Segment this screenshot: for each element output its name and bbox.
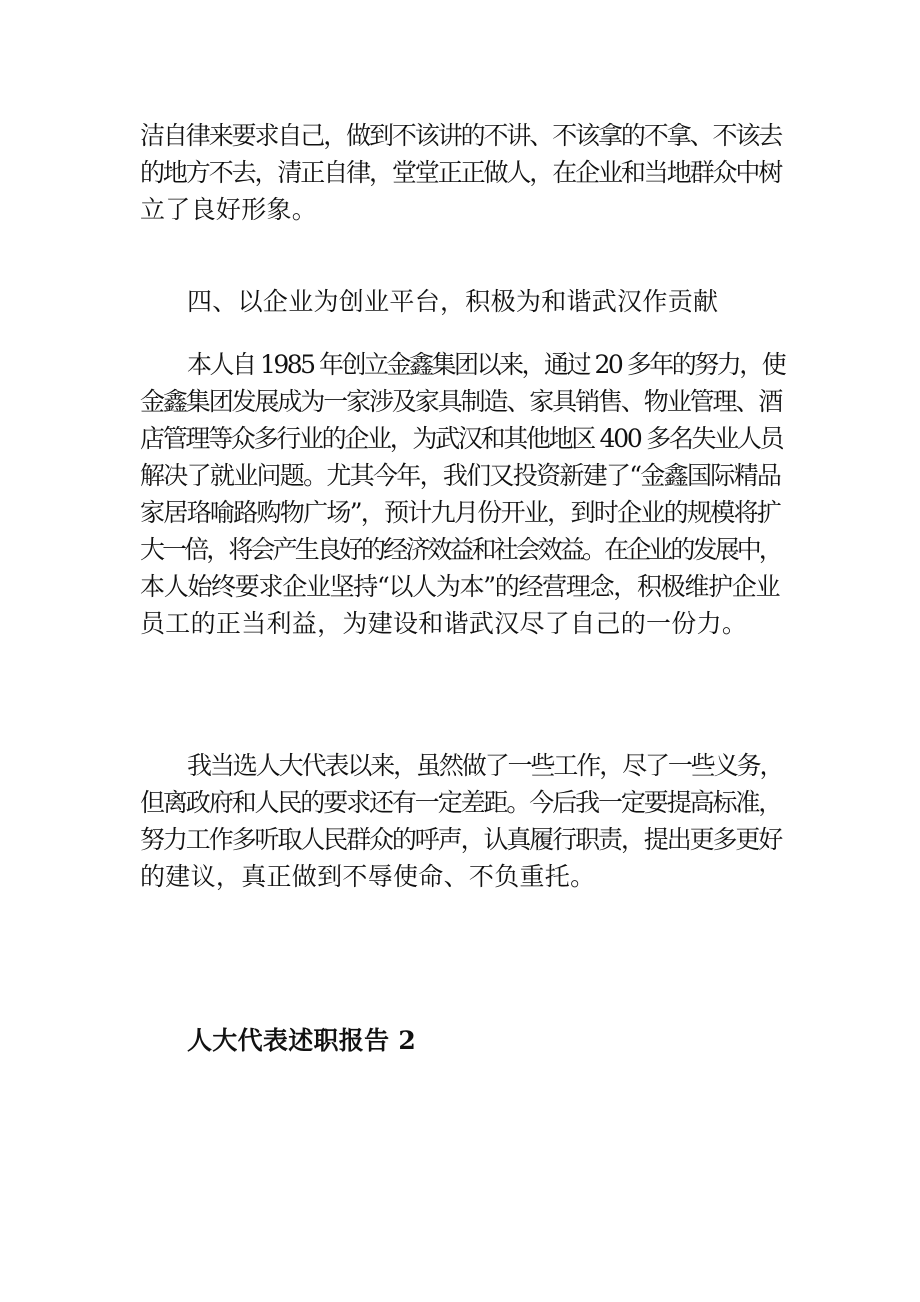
text-line: 但离政府和人民的要求还有一定差距。今后我一定要提高标准，	[140, 788, 782, 817]
text-line: 立了良好形象。	[140, 195, 318, 224]
text-line: 金鑫集团发展成为一家涉及家具制造、家具销售、物业管理、酒	[140, 387, 782, 416]
continuation-paragraph	[140, 117, 784, 228]
text-line: 我当选人大代表以来，虽然做了一些工作，尽了一些义务，	[187, 751, 783, 780]
text-line: 店管理等众多行业的企业，为武汉和其他地区 400 多名失业人员	[140, 424, 783, 453]
text-line: 本人始终要求企业坚持“以人为本”的经营理念，积极维护企业	[140, 572, 780, 601]
next-report-title-block	[140, 1022, 784, 1059]
text-line: 家居珞喻路购物广场”，预计九月份开业，到时企业的规模将扩	[140, 498, 781, 527]
text-line: 努力工作多听取人民群众的呼声，认真履行职责，提出更多更好	[140, 825, 782, 854]
text-line: 的建议，真正做到不辱使命、不负重托。	[140, 862, 596, 891]
paragraph-commitment	[140, 747, 784, 895]
text-line: 的地方不去，清正自律，堂堂正正做人，在企业和当地群众中树	[140, 158, 782, 187]
section-heading-block	[140, 283, 784, 320]
text-line: 解决了就业问题。尤其今年，我们又投资新建了“金鑫国际精品	[140, 461, 781, 490]
text-line: 大一倍，将会产生良好的经济效益和社会效益。在企业的发展中，	[140, 535, 781, 564]
section-heading: 四、以企业为创业平台，积极为和谐武汉作贡献	[187, 287, 719, 316]
text-line: 员工的正当利益，为建设和谐武汉尽了自己的一份力。	[140, 609, 748, 638]
text-line: 本人自 1985 年创立金鑫集团以来，通过 20 多年的努力，使	[187, 350, 785, 379]
text-line: 洁自律来要求自己，做到不该讲的不讲、不该拿的不拿、不该去	[140, 121, 782, 150]
report-title: 人大代表述职报告 2	[187, 1026, 417, 1055]
paragraph-enterprise	[140, 346, 784, 642]
